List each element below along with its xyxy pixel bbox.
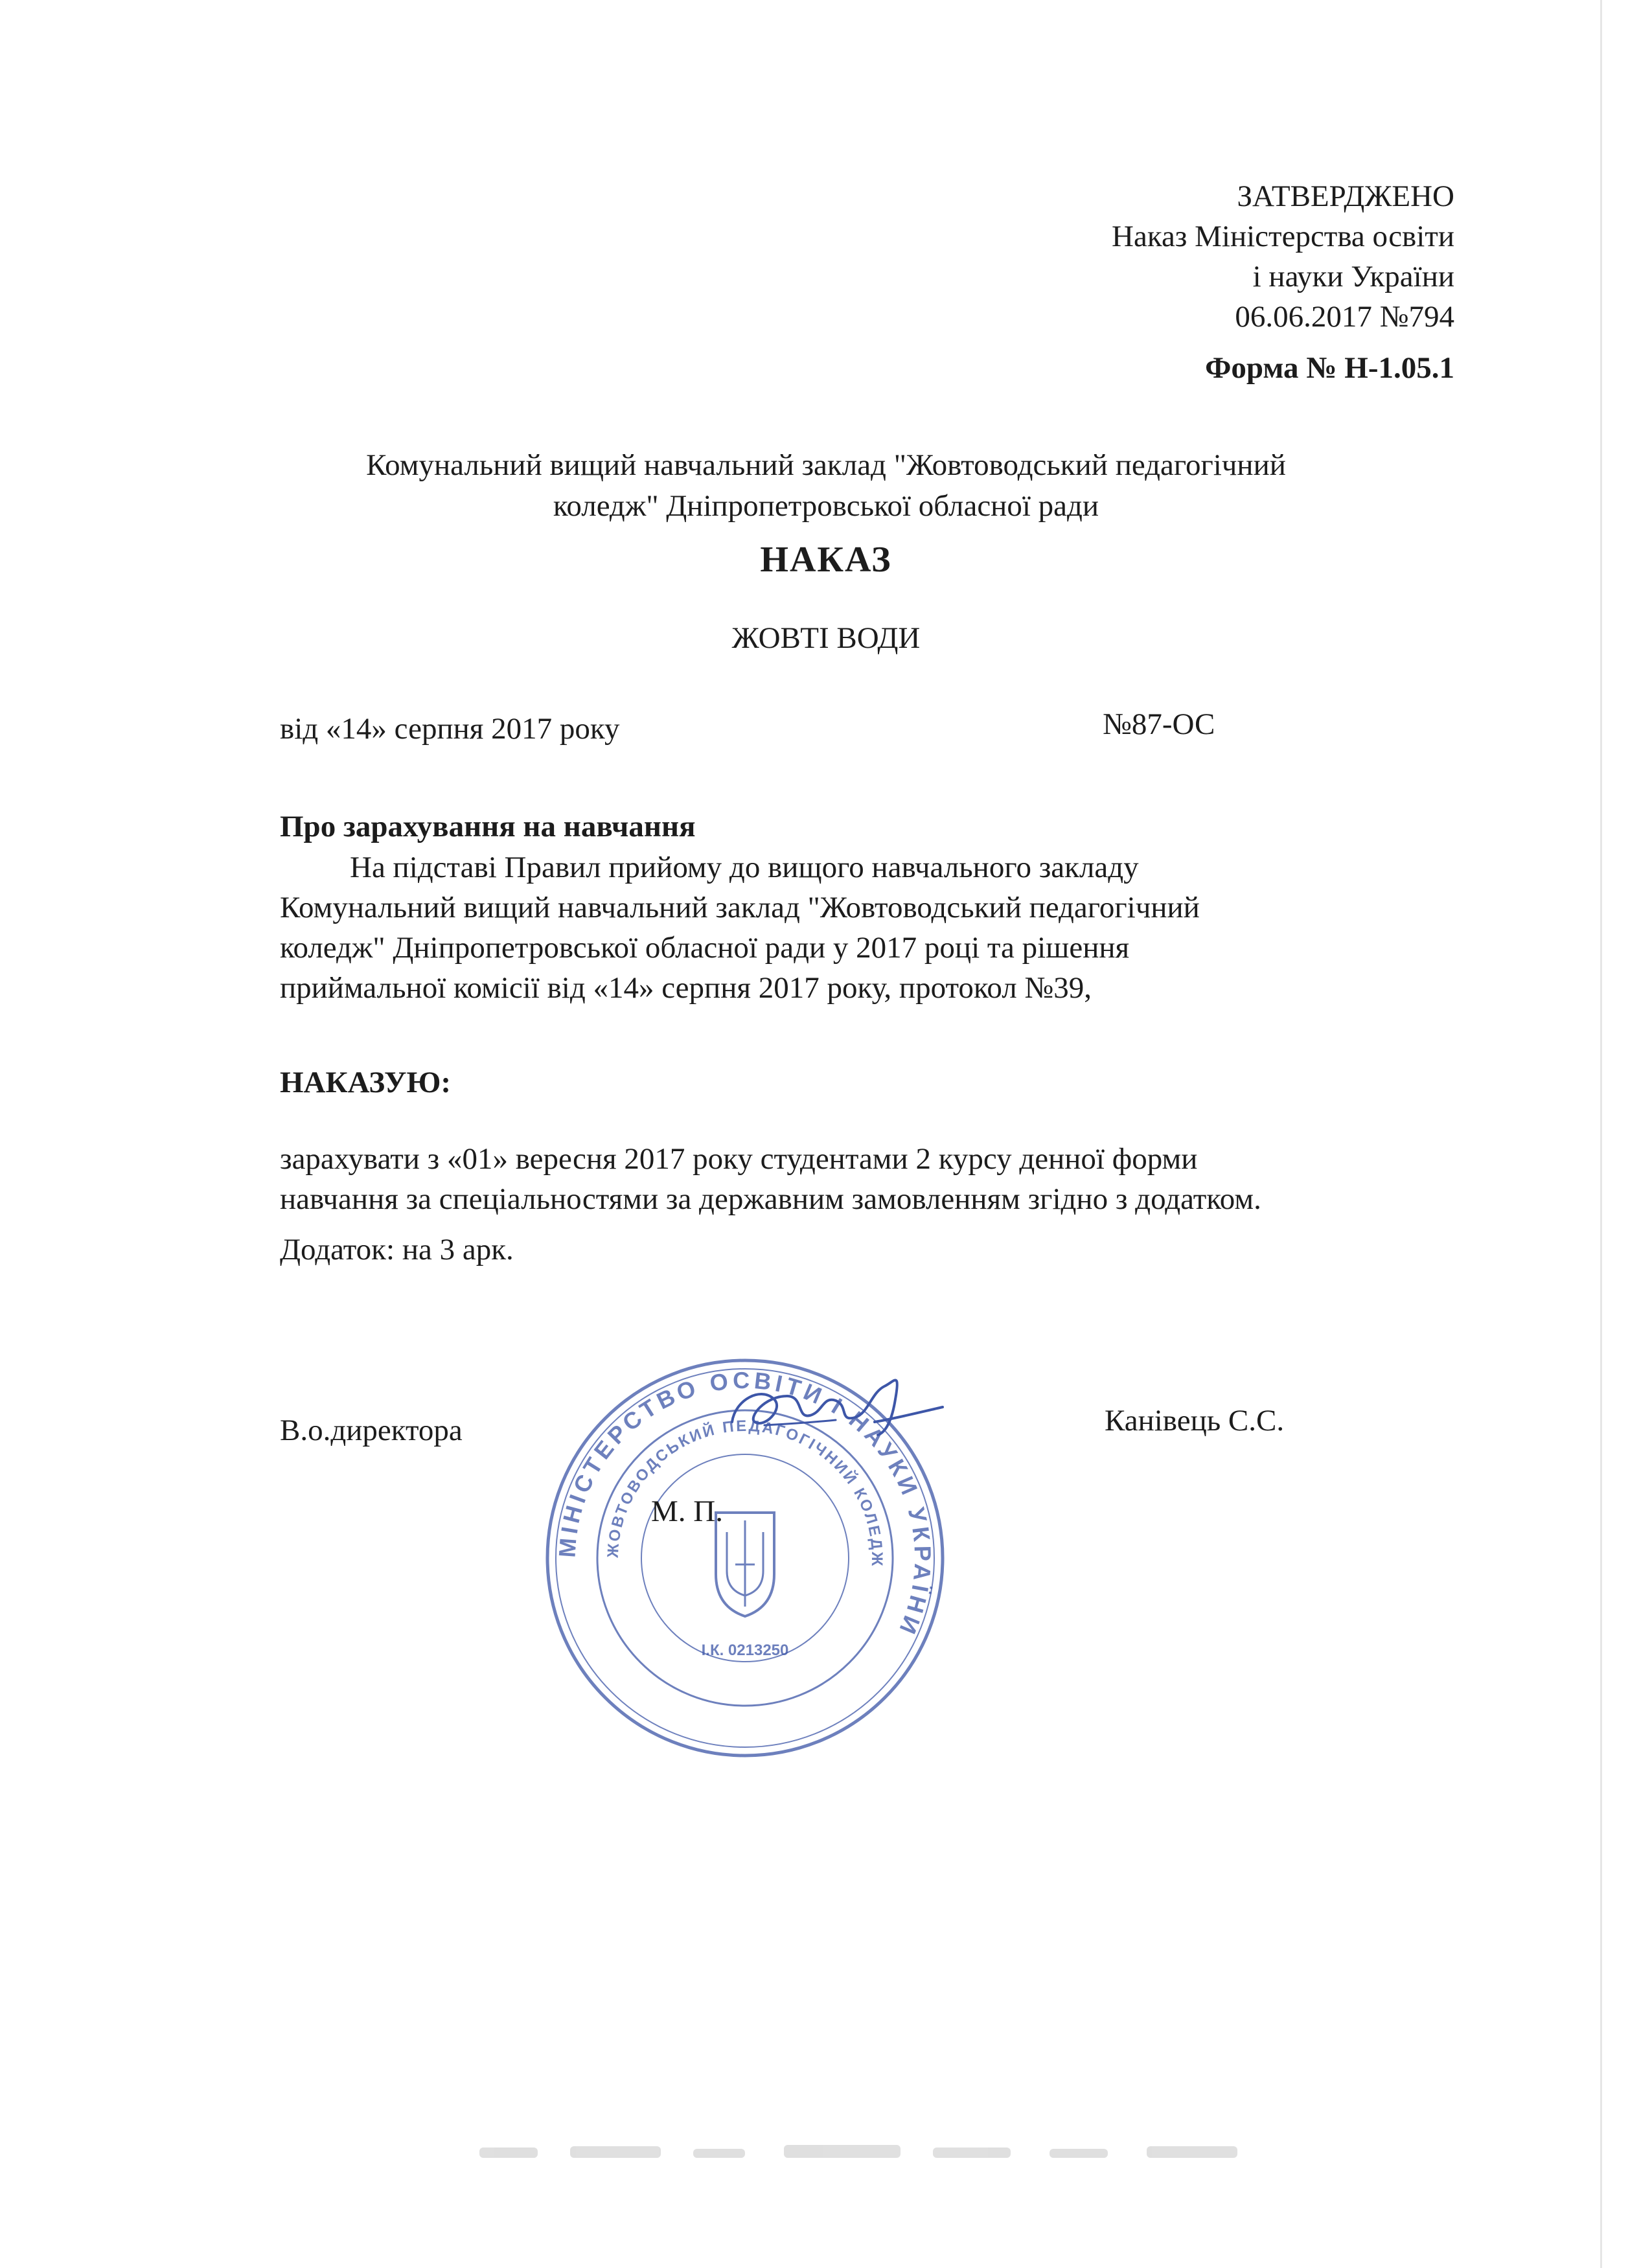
- institution-name-line-1: Комунальний вищий навчальний заклад "Жовтоводський педагогічний: [366, 448, 1286, 482]
- seal-place-mark: М. П.: [651, 1495, 723, 1528]
- order-date: від «14» серпня 2017 року: [280, 712, 620, 746]
- scan-artifact: [479, 2135, 1244, 2173]
- order-number: №87-ОС: [1103, 707, 1215, 741]
- approval-ministry-line-2: і науки України: [1252, 260, 1454, 293]
- basis-line-3: коледж" Дніпропетровської обласної ради у 2017 році та рішення: [280, 931, 1130, 965]
- approval-date-number: 06.06.2017 №794: [1235, 300, 1454, 334]
- order-city: ЖОВТІ ВОДИ: [731, 621, 921, 655]
- approval-label: ЗАТВЕРДЖЕНО: [1237, 179, 1454, 213]
- form-number: Форма № Н-1.05.1: [1205, 351, 1454, 385]
- signatory-name: Канівець С.С.: [1105, 1404, 1285, 1438]
- order-subject: Про зарахування на навчання: [280, 810, 696, 843]
- attachment-note: Додаток: на 3 арк.: [280, 1233, 514, 1266]
- approval-ministry-line: Наказ Міністерства освіти: [1112, 220, 1454, 253]
- basis-line-2: Комунальний вищий навчальний заклад "Жовтоводський педагогічний: [280, 891, 1200, 924]
- order-title: НАКАЗ: [760, 540, 892, 580]
- decree-heading: НАКАЗУЮ:: [280, 1066, 452, 1099]
- page-edge-shadow: [1600, 0, 1602, 2268]
- decision-line-2: навчання за спеціальностями за державним замовленням згідно з додатком.: [280, 1182, 1261, 1216]
- seal-code: І.К. 0213250: [701, 1642, 789, 1659]
- basis-line-1: На підставі Правил прийому до вищого навчального закладу: [350, 851, 1139, 884]
- seal-ring-text: МІНІСТЕРСТВО ОСВІТИ І НАУКИ УКРАЇНИ: [553, 1366, 937, 1642]
- handwritten-signature: [726, 1360, 946, 1451]
- decision-line-1: зарахувати з «01» вересня 2017 року студентами 2 курсу денної форми: [280, 1142, 1198, 1176]
- signatory-position: В.о.директора: [280, 1414, 463, 1447]
- seal-inner-text: ЖОВТОВОДСЬКИЙ ПЕДАГОГІЧНИЙ КОЛЕДЖ: [604, 1417, 886, 1568]
- institution-name-line-2: коледж" Дніпропетровської обласної ради: [553, 489, 1099, 523]
- basis-line-4: приймальної комісії від «14» серпня 2017 року, протокол №39,: [280, 971, 1092, 1005]
